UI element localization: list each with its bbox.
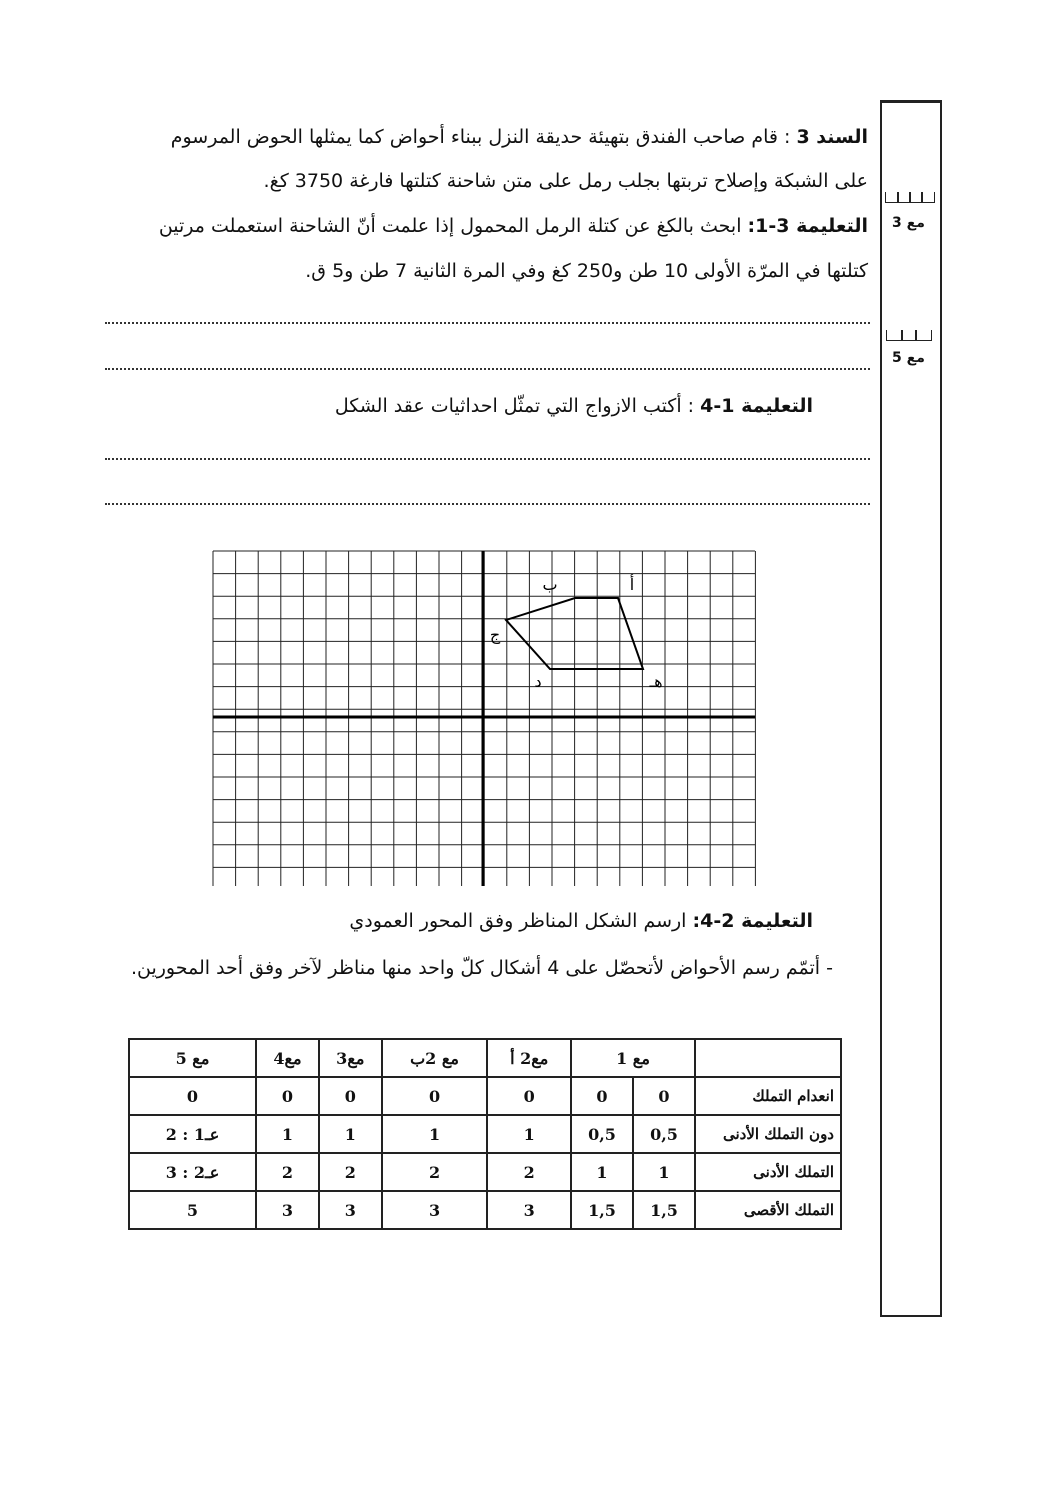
q41-line xyxy=(335,395,813,417)
q42-label: التعليمة 2-4: xyxy=(692,910,813,932)
row-label: انعدام التملك xyxy=(695,1077,841,1115)
table-cell: 1 xyxy=(571,1153,633,1191)
table-cell: 1 xyxy=(319,1115,382,1153)
row-label: التملك الأدنى xyxy=(695,1153,841,1191)
table-row xyxy=(129,1077,841,1115)
q31-line-2: كتلتها في المرّة الأولى 10 طن و250 كغ وفي المرة الثانية 7 طن و5 ق. xyxy=(305,260,868,282)
table-cell: 3 xyxy=(487,1191,571,1229)
table-header-cell: مع 5 xyxy=(129,1039,256,1077)
margin-column xyxy=(880,100,942,1317)
table-header-cell: مع 1 xyxy=(571,1039,695,1077)
q42-bullet: - أتمّم رسم الأحواض لأتحصّل على 4 أشكال كلّ واحد منها مناظر لآخر وفق أحد المحورين. xyxy=(130,957,833,979)
score-label-q31: مع 3 xyxy=(892,215,925,231)
table-cell: 1 xyxy=(487,1115,571,1153)
vertex-label-a: أ xyxy=(629,575,635,594)
table-cell: 1 xyxy=(633,1153,695,1191)
sanad-text-1: : قام صاحب الفندق بتهيئة حديقة النزل ببناء أحواض كما يمثلها الحوض المرسوم xyxy=(170,126,797,148)
table-cell: 0 xyxy=(256,1077,319,1115)
score-label-q41: مع 5 xyxy=(892,350,925,366)
table-cell: عـ2 : 3 xyxy=(129,1153,256,1191)
table-header-cell: مع3 xyxy=(319,1039,382,1077)
q31-label: التعليمة 3-1: xyxy=(747,215,868,237)
table-cell: 0 xyxy=(633,1077,695,1115)
sanad-line-1 xyxy=(171,126,868,148)
q42-line xyxy=(349,910,813,932)
table-row xyxy=(129,1115,841,1153)
table-header-cell: مع 2ب xyxy=(382,1039,488,1077)
table-cell: 3 xyxy=(382,1191,488,1229)
score-box-q31 xyxy=(885,192,935,203)
table-cell: 1,5 xyxy=(571,1191,633,1229)
table-cell: 0 xyxy=(571,1077,633,1115)
table-header-row xyxy=(129,1039,841,1077)
answer-line-4[interactable] xyxy=(105,503,870,505)
vertex-label-b: ب xyxy=(542,575,558,594)
answer-line-2[interactable] xyxy=(105,368,870,370)
criteria-table xyxy=(128,1038,842,1230)
q41-label: التعليمة 1-4 xyxy=(700,395,813,417)
q42-text: ارسم الشكل المناظر وفق المحور العمودي xyxy=(349,910,693,932)
table-cell: 0 xyxy=(129,1077,256,1115)
q31-line-1 xyxy=(159,215,868,237)
table-header-cell xyxy=(695,1039,841,1077)
table-cell: عـ1 : 2 xyxy=(129,1115,256,1153)
sanad-label: السند 3 xyxy=(796,126,868,148)
table-cell: 2 xyxy=(487,1153,571,1191)
vertex-label-j: ج xyxy=(489,625,501,644)
vertex-label-d: د xyxy=(534,672,542,691)
table-cell: 0 xyxy=(382,1077,488,1115)
table-cell: 5 xyxy=(129,1191,256,1229)
table-row xyxy=(129,1153,841,1191)
answer-line-1[interactable] xyxy=(105,322,870,324)
table-cell: 0 xyxy=(487,1077,571,1115)
vertex-label-h: هـ xyxy=(649,672,663,691)
table-cell: 3 xyxy=(256,1191,319,1229)
row-label: التملك الأقصى xyxy=(695,1191,841,1229)
table-cell: 0 xyxy=(319,1077,382,1115)
table-cell: 0,5 xyxy=(633,1115,695,1153)
table-cell: 0,5 xyxy=(571,1115,633,1153)
table-cell: 2 xyxy=(256,1153,319,1191)
row-label: دون التملك الأدنى xyxy=(695,1115,841,1153)
sanad-line-2: على الشبكة وإصلاح تربتها بجلب رمل على متن شاحنة كتلتها فارغة 3750 كغ. xyxy=(263,170,868,192)
table-header-cell: مع2 أ xyxy=(487,1039,571,1077)
answer-line-3[interactable] xyxy=(105,458,870,460)
table-row xyxy=(129,1191,841,1229)
table-cell: 1 xyxy=(382,1115,488,1153)
q41-text: : أكتب الازواج التي تمثّل احداثيات عقد الشكل xyxy=(334,395,701,417)
table-cell: 2 xyxy=(382,1153,488,1191)
table-cell: 1 xyxy=(256,1115,319,1153)
table-cell: 2 xyxy=(319,1153,382,1191)
coordinate-grid[interactable] xyxy=(205,545,765,895)
table-cell: 3 xyxy=(319,1191,382,1229)
table-header-cell: مع4 xyxy=(256,1039,319,1077)
q31-text-1: ابحث بالكغ عن كتلة الرمل المحمول إذا علمت أنّ الشاحنة استعملت مرتين xyxy=(158,215,748,237)
table-cell: 1,5 xyxy=(633,1191,695,1229)
score-box-q41 xyxy=(886,330,932,341)
